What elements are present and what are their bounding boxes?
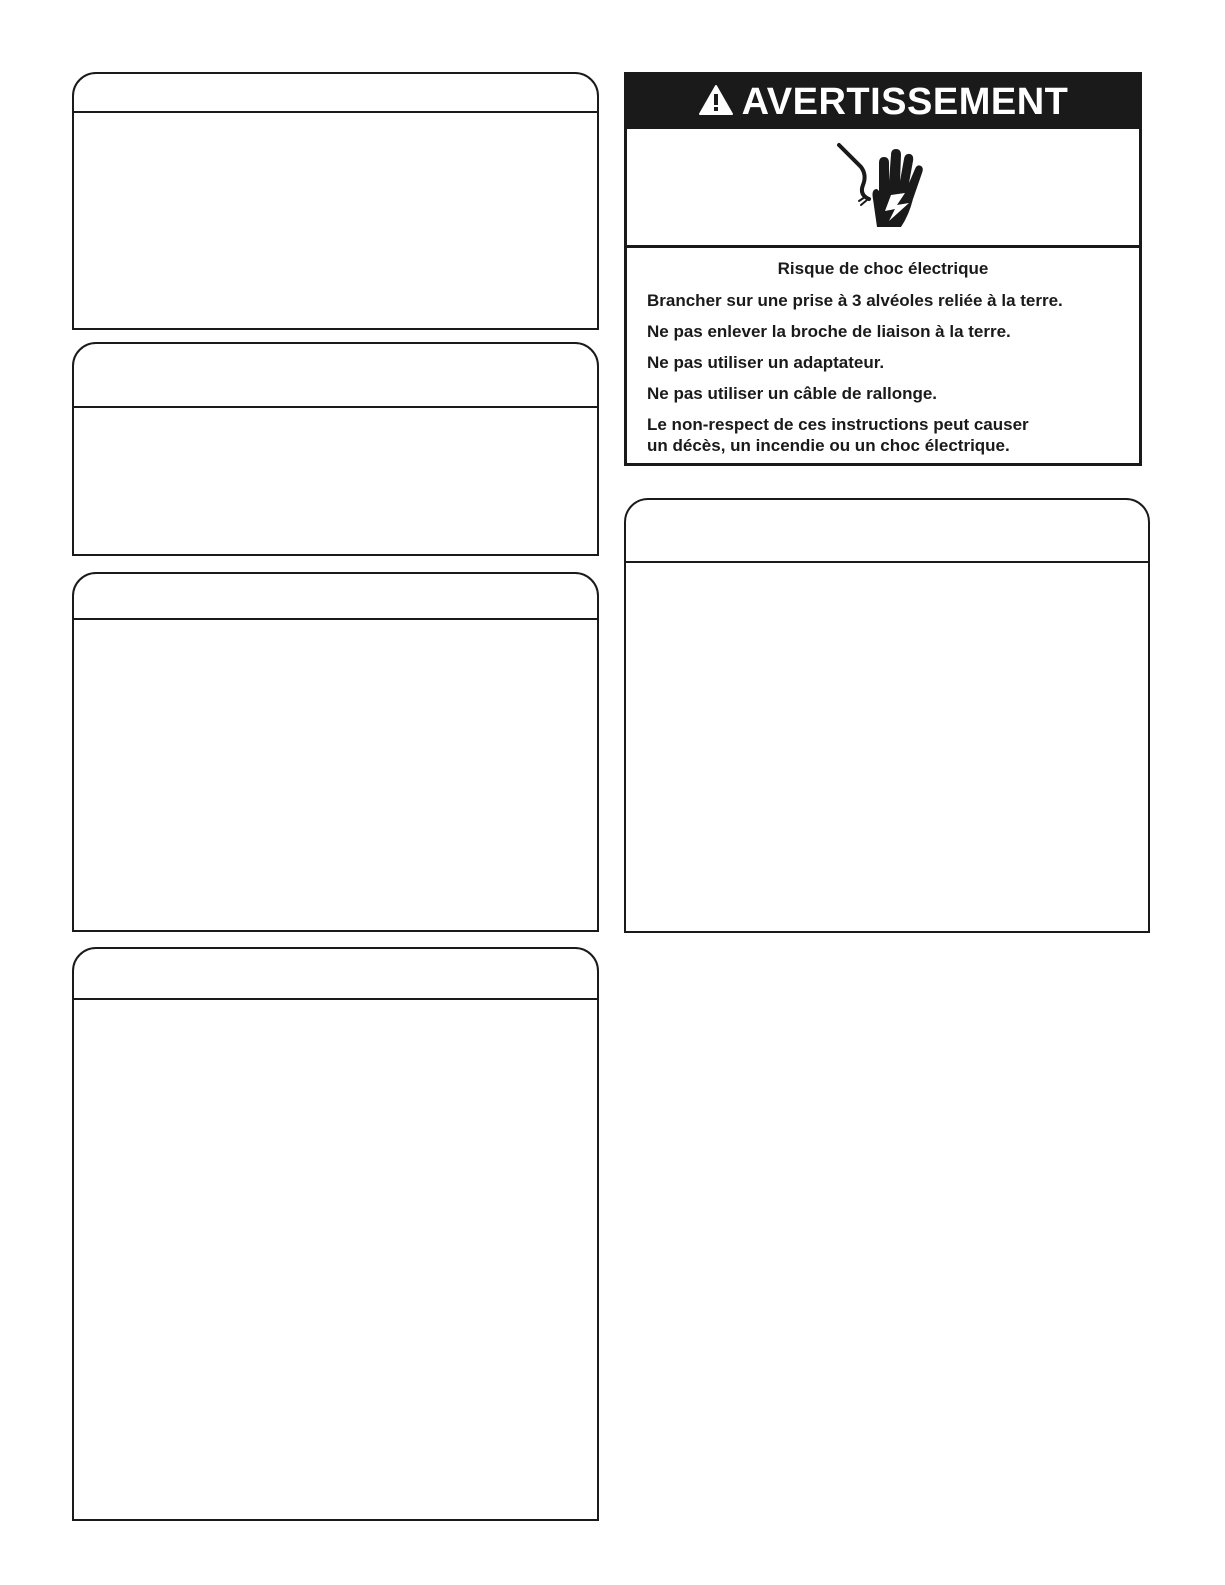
empty-section-box-2 bbox=[72, 342, 599, 556]
empty-section-box-5 bbox=[624, 498, 1150, 933]
section-tab-divider bbox=[74, 111, 597, 113]
section-tab-divider bbox=[74, 998, 597, 1000]
section-tab-divider bbox=[74, 406, 597, 408]
warning-consequence-line-2: un décès, un incendie ou un choc électrique. bbox=[647, 436, 1010, 455]
warning-instruction: Ne pas utiliser un adaptateur. bbox=[647, 353, 885, 372]
warning-consequence-line-1: Le non-respect de ces instructions peut causer bbox=[647, 415, 1029, 434]
section-tab-divider bbox=[626, 561, 1148, 563]
warning-heading: Risque de choc électrique bbox=[777, 259, 989, 278]
empty-section-box-4 bbox=[72, 947, 599, 1521]
warning-title: AVERTISSEMENT bbox=[741, 81, 1069, 123]
electrical-shock-hand-icon bbox=[833, 137, 933, 238]
section-tab-divider bbox=[74, 618, 597, 620]
warning-instruction: Ne pas enlever la broche de liaison à la terre. bbox=[647, 322, 1011, 341]
warning-body bbox=[627, 248, 1139, 463]
empty-section-box-3 bbox=[72, 572, 599, 932]
alert-triangle-icon bbox=[698, 84, 734, 121]
warning-pictogram-row bbox=[627, 129, 1139, 248]
empty-section-box-1 bbox=[72, 72, 599, 330]
electrical-warning-box bbox=[624, 72, 1142, 466]
warning-header bbox=[627, 75, 1139, 129]
warning-instruction: Brancher sur une prise à 3 alvéoles reliée à la terre. bbox=[647, 291, 1063, 310]
warning-instruction: Ne pas utiliser un câble de rallonge. bbox=[647, 384, 938, 403]
